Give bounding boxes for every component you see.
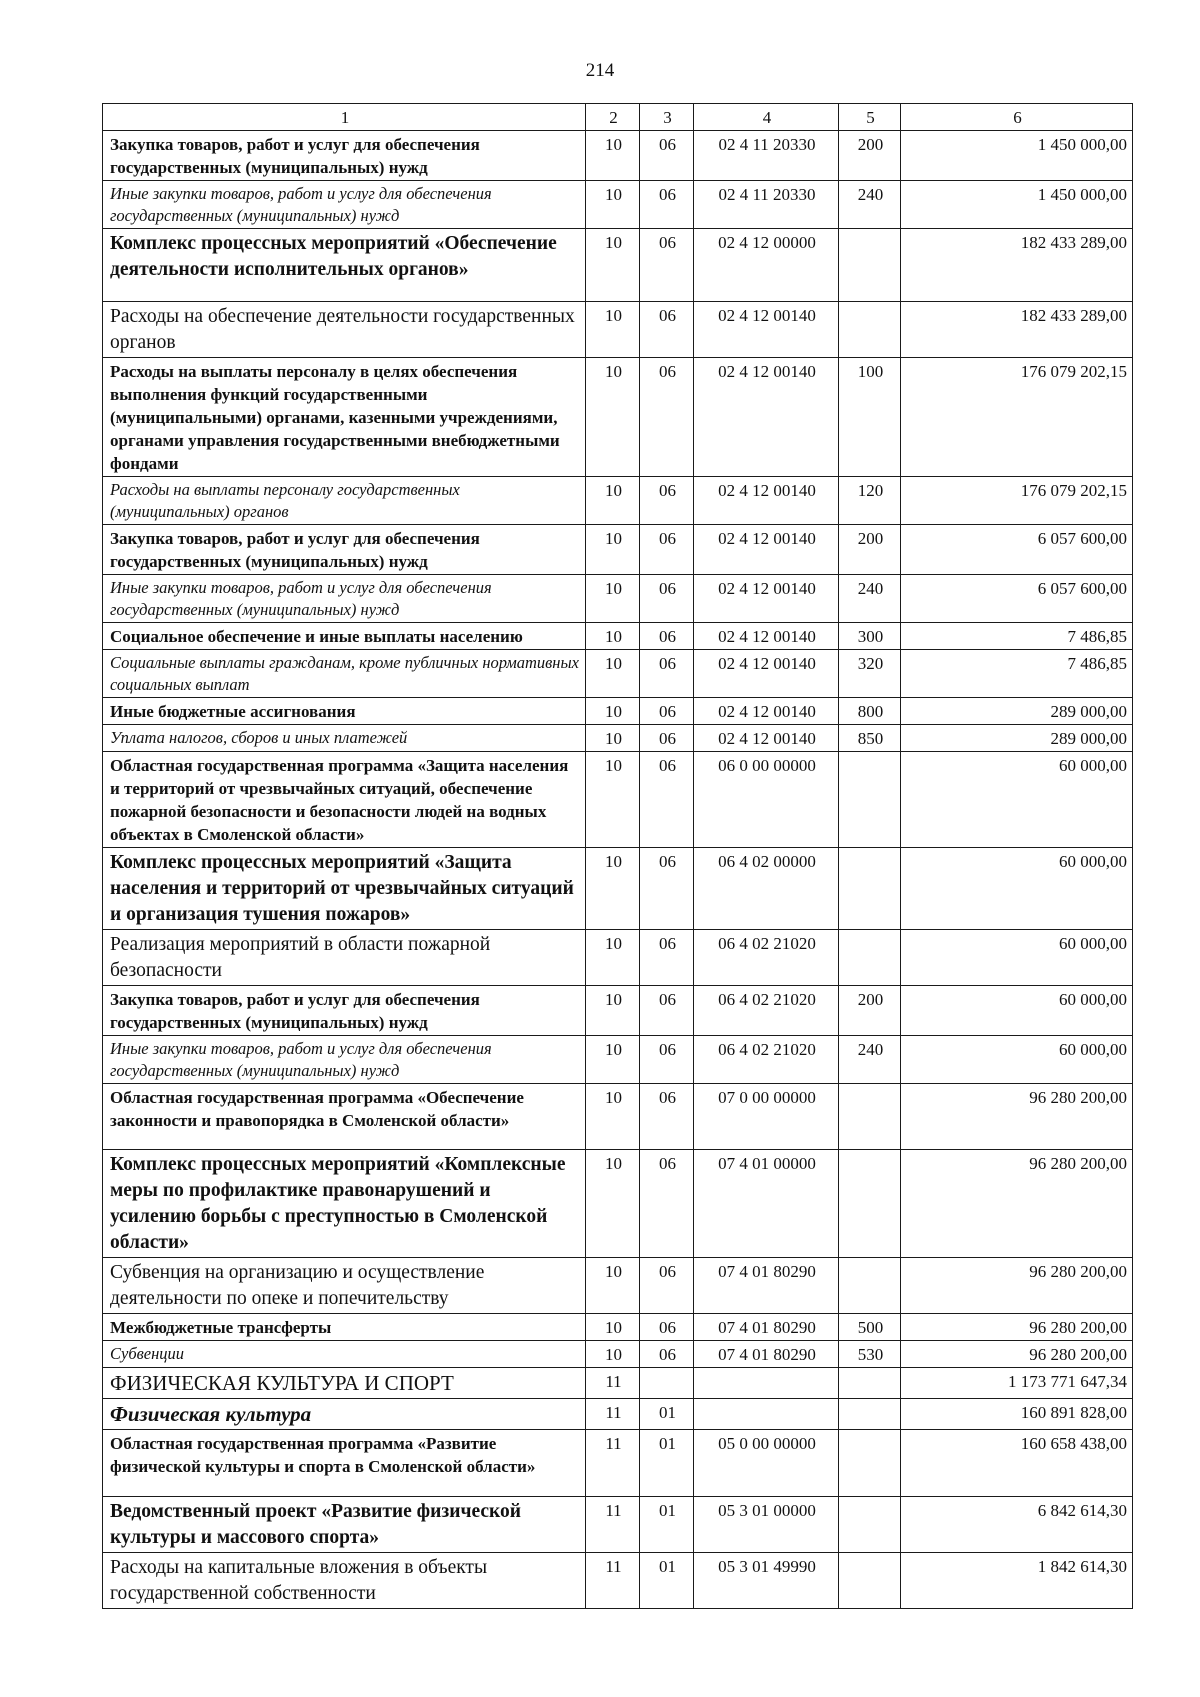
row-target-code: 02 4 12 00140 <box>694 623 839 650</box>
row-amount: 176 079 202,15 <box>901 477 1133 525</box>
row-name: Закупка товаров, работ и услуг для обеспечения государственных (муниципальных) нужд <box>103 986 586 1036</box>
row-target-code: 05 3 01 00000 <box>694 1497 839 1553</box>
row-expense-type: 530 <box>839 1341 901 1368</box>
row-target-code: 02 4 12 00140 <box>694 650 839 698</box>
table-row <box>103 1258 1133 1314</box>
row-target-code: 02 4 12 00140 <box>694 525 839 575</box>
row-expense-type: 200 <box>839 525 901 575</box>
row-subsection: 06 <box>640 575 694 623</box>
row-name: Субвенция на организацию и осуществление деятельности по опеке и попечительству <box>103 1258 586 1314</box>
table-header-row <box>103 104 1133 131</box>
table-row <box>103 302 1133 358</box>
table-row <box>103 358 1133 477</box>
row-amount: 6 057 600,00 <box>901 525 1133 575</box>
row-subsection: 06 <box>640 229 694 302</box>
row-target-code: 02 4 12 00140 <box>694 302 839 358</box>
row-expense-type <box>839 1399 901 1430</box>
table-row <box>103 1341 1133 1368</box>
row-subsection: 06 <box>640 1314 694 1341</box>
row-name: Социальное обеспечение и иные выплаты населению <box>103 623 586 650</box>
row-name: Иные закупки товаров, работ и услуг для обеспечения государственных (муниципальных) нужд <box>103 1036 586 1084</box>
table-row <box>103 229 1133 302</box>
row-target-code: 06 4 02 21020 <box>694 986 839 1036</box>
header-col-6: 6 <box>901 104 1133 131</box>
row-target-code: 07 0 00 00000 <box>694 1084 839 1150</box>
row-amount: 60 000,00 <box>901 752 1133 848</box>
row-amount: 6 842 614,30 <box>901 1497 1133 1553</box>
row-subsection: 06 <box>640 986 694 1036</box>
row-amount: 96 280 200,00 <box>901 1150 1133 1258</box>
row-expense-type <box>839 1430 901 1497</box>
row-amount: 96 280 200,00 <box>901 1314 1133 1341</box>
row-subsection: 06 <box>640 1036 694 1084</box>
row-amount: 7 486,85 <box>901 623 1133 650</box>
row-target-code <box>694 1399 839 1430</box>
row-subsection: 01 <box>640 1497 694 1553</box>
row-name: Комплекс процессных мероприятий «Комплексные меры по профилактике правонарушений и усилению борьбы с преступностью в Смоленской области» <box>103 1150 586 1258</box>
row-target-code: 02 4 11 20330 <box>694 131 839 181</box>
row-subsection: 06 <box>640 358 694 477</box>
row-amount: 7 486,85 <box>901 650 1133 698</box>
row-amount: 96 280 200,00 <box>901 1084 1133 1150</box>
row-target-code: 07 4 01 00000 <box>694 1150 839 1258</box>
row-amount: 160 658 438,00 <box>901 1430 1133 1497</box>
row-expense-type <box>839 1084 901 1150</box>
row-subsection: 06 <box>640 1084 694 1150</box>
row-target-code: 07 4 01 80290 <box>694 1341 839 1368</box>
row-name: Социальные выплаты гражданам, кроме публичных нормативных социальных выплат <box>103 650 586 698</box>
row-expense-type <box>839 302 901 358</box>
row-section: 10 <box>586 986 640 1036</box>
header-col-5: 5 <box>839 104 901 131</box>
row-target-code: 02 4 12 00140 <box>694 477 839 525</box>
row-section: 10 <box>586 575 640 623</box>
row-amount: 96 280 200,00 <box>901 1341 1133 1368</box>
row-expense-type: 500 <box>839 1314 901 1341</box>
row-expense-type <box>839 752 901 848</box>
row-amount: 182 433 289,00 <box>901 302 1133 358</box>
row-name: Субвенции <box>103 1341 586 1368</box>
table-row <box>103 698 1133 725</box>
row-section: 10 <box>586 623 640 650</box>
row-section: 11 <box>586 1553 640 1609</box>
table-row <box>103 848 1133 930</box>
row-expense-type: 200 <box>839 131 901 181</box>
row-subsection: 06 <box>640 930 694 986</box>
row-expense-type: 240 <box>839 1036 901 1084</box>
row-expense-type: 850 <box>839 725 901 752</box>
table-row <box>103 131 1133 181</box>
row-amount: 289 000,00 <box>901 698 1133 725</box>
row-subsection: 06 <box>640 698 694 725</box>
row-name: Закупка товаров, работ и услуг для обеспечения государственных (муниципальных) нужд <box>103 525 586 575</box>
row-section: 10 <box>586 930 640 986</box>
row-section: 10 <box>586 1314 640 1341</box>
table-row <box>103 986 1133 1036</box>
row-subsection: 06 <box>640 725 694 752</box>
row-name: Иные закупки товаров, работ и услуг для обеспечения государственных (муниципальных) нужд <box>103 575 586 623</box>
row-target-code: 02 4 12 00000 <box>694 229 839 302</box>
table-row <box>103 725 1133 752</box>
header-col-2: 2 <box>586 104 640 131</box>
row-name: Областная государственная программа «Защита населения и территорий от чрезвычайных ситуаций, обеспечение пожарной безопасности и безопасности людей на водных объектах в Смоленской области» <box>103 752 586 848</box>
row-target-code: 02 4 12 00140 <box>694 358 839 477</box>
row-name: Расходы на выплаты персоналу государственных (муниципальных) органов <box>103 477 586 525</box>
table-row <box>103 930 1133 986</box>
row-target-code: 02 4 12 00140 <box>694 698 839 725</box>
row-subsection: 06 <box>640 181 694 229</box>
row-section: 10 <box>586 131 640 181</box>
row-section: 10 <box>586 698 640 725</box>
row-section: 10 <box>586 1084 640 1150</box>
row-expense-type: 240 <box>839 575 901 623</box>
row-amount: 60 000,00 <box>901 1036 1133 1084</box>
row-name: ФИЗИЧЕСКАЯ КУЛЬТУРА И СПОРТ <box>103 1368 586 1399</box>
page-number: 214 <box>585 60 615 81</box>
row-name: Физическая культура <box>103 1399 586 1430</box>
row-name: Расходы на обеспечение деятельности государственных органов <box>103 302 586 358</box>
row-subsection: 06 <box>640 1258 694 1314</box>
row-target-code: 02 4 12 00140 <box>694 725 839 752</box>
row-name: Закупка товаров, работ и услуг для обеспечения государственных (муниципальных) нужд <box>103 131 586 181</box>
row-amount: 289 000,00 <box>901 725 1133 752</box>
table-row <box>103 1036 1133 1084</box>
row-amount: 160 891 828,00 <box>901 1399 1133 1430</box>
row-subsection: 01 <box>640 1399 694 1430</box>
row-target-code: 06 4 02 21020 <box>694 1036 839 1084</box>
row-amount: 60 000,00 <box>901 848 1133 930</box>
row-name: Иные закупки товаров, работ и услуг для обеспечения государственных (муниципальных) нужд <box>103 181 586 229</box>
row-name: Уплата налогов, сборов и иных платежей <box>103 725 586 752</box>
row-section: 10 <box>586 229 640 302</box>
table-row <box>103 1368 1133 1399</box>
row-amount: 1 842 614,30 <box>901 1553 1133 1609</box>
table-row <box>103 1314 1133 1341</box>
table-row <box>103 1084 1133 1150</box>
row-name: Расходы на выплаты персоналу в целях обеспечения выполнения функций государственными (муниципальными) органами, казенными учреждениями, органами управления государственными внебюджетными фондами <box>103 358 586 477</box>
row-amount: 96 280 200,00 <box>901 1258 1133 1314</box>
table-row <box>103 1497 1133 1553</box>
row-target-code: 06 4 02 00000 <box>694 848 839 930</box>
row-subsection: 06 <box>640 1150 694 1258</box>
table-row <box>103 181 1133 229</box>
row-target-code <box>694 1368 839 1399</box>
row-expense-type: 320 <box>839 650 901 698</box>
row-section: 10 <box>586 477 640 525</box>
row-expense-type <box>839 930 901 986</box>
row-section: 10 <box>586 525 640 575</box>
row-section: 11 <box>586 1430 640 1497</box>
header-col-4: 4 <box>694 104 839 131</box>
row-target-code: 05 0 00 00000 <box>694 1430 839 1497</box>
row-expense-type: 240 <box>839 181 901 229</box>
row-section: 10 <box>586 358 640 477</box>
table-body <box>103 131 1133 1609</box>
row-expense-type <box>839 1258 901 1314</box>
row-expense-type <box>839 1150 901 1258</box>
row-amount: 176 079 202,15 <box>901 358 1133 477</box>
row-amount: 182 433 289,00 <box>901 229 1133 302</box>
row-section: 10 <box>586 181 640 229</box>
row-subsection: 06 <box>640 131 694 181</box>
row-name: Ведомственный проект «Развитие физической культуры и массового спорта» <box>103 1497 586 1553</box>
header-col-3: 3 <box>640 104 694 131</box>
row-expense-type: 200 <box>839 986 901 1036</box>
row-target-code: 06 4 02 21020 <box>694 930 839 986</box>
row-subsection: 06 <box>640 477 694 525</box>
row-expense-type: 300 <box>839 623 901 650</box>
row-expense-type: 100 <box>839 358 901 477</box>
row-subsection: 06 <box>640 752 694 848</box>
row-expense-type <box>839 229 901 302</box>
row-expense-type: 800 <box>839 698 901 725</box>
row-target-code: 02 4 12 00140 <box>694 575 839 623</box>
row-amount: 1 173 771 647,34 <box>901 1368 1133 1399</box>
table-row <box>103 623 1133 650</box>
row-expense-type: 120 <box>839 477 901 525</box>
header-col-1: 1 <box>103 104 586 131</box>
row-subsection: 06 <box>640 623 694 650</box>
row-amount: 6 057 600,00 <box>901 575 1133 623</box>
row-subsection <box>640 1368 694 1399</box>
row-expense-type <box>839 1497 901 1553</box>
row-section: 11 <box>586 1368 640 1399</box>
row-subsection: 06 <box>640 1341 694 1368</box>
row-target-code: 06 0 00 00000 <box>694 752 839 848</box>
table-row <box>103 525 1133 575</box>
row-section: 10 <box>586 848 640 930</box>
row-name: Расходы на капитальные вложения в объекты государственной собственности <box>103 1553 586 1609</box>
row-expense-type <box>839 1368 901 1399</box>
row-name: Межбюджетные трансферты <box>103 1314 586 1341</box>
row-amount: 60 000,00 <box>901 930 1133 986</box>
row-name: Областная государственная программа «Развитие физической культуры и спорта в Смоленской области» <box>103 1430 586 1497</box>
row-target-code: 02 4 11 20330 <box>694 181 839 229</box>
row-expense-type <box>839 1553 901 1609</box>
row-section: 10 <box>586 1036 640 1084</box>
row-name: Реализация мероприятий в области пожарной безопасности <box>103 930 586 986</box>
table-row <box>103 1150 1133 1258</box>
row-target-code: 07 4 01 80290 <box>694 1314 839 1341</box>
row-subsection: 01 <box>640 1553 694 1609</box>
row-section: 11 <box>586 1399 640 1430</box>
row-name: Областная государственная программа «Обеспечение законности и правопорядка в Смоленской области» <box>103 1084 586 1150</box>
row-amount: 60 000,00 <box>901 986 1133 1036</box>
row-subsection: 06 <box>640 302 694 358</box>
row-amount: 1 450 000,00 <box>901 181 1133 229</box>
table-row <box>103 752 1133 848</box>
row-section: 10 <box>586 752 640 848</box>
row-subsection: 06 <box>640 525 694 575</box>
table-row <box>103 1399 1133 1430</box>
row-section: 11 <box>586 1497 640 1553</box>
table-row <box>103 575 1133 623</box>
row-subsection: 06 <box>640 650 694 698</box>
row-target-code: 05 3 01 49990 <box>694 1553 839 1609</box>
row-section: 10 <box>586 1150 640 1258</box>
row-section: 10 <box>586 1341 640 1368</box>
row-subsection: 06 <box>640 848 694 930</box>
row-amount: 1 450 000,00 <box>901 131 1133 181</box>
row-section: 10 <box>586 725 640 752</box>
table-row <box>103 1430 1133 1497</box>
table-row <box>103 1553 1133 1609</box>
row-name: Иные бюджетные ассигнования <box>103 698 586 725</box>
row-target-code: 07 4 01 80290 <box>694 1258 839 1314</box>
row-section: 10 <box>586 1258 640 1314</box>
row-name: Комплекс процессных мероприятий «Обеспечение деятельности исполнительных органов» <box>103 229 586 302</box>
row-section: 10 <box>586 302 640 358</box>
table-row <box>103 650 1133 698</box>
budget-table <box>102 103 1133 1609</box>
row-name: Комплекс процессных мероприятий «Защита населения и территорий от чрезвычайных ситуаций и организация тушения пожаров» <box>103 848 586 930</box>
row-section: 10 <box>586 650 640 698</box>
table-row <box>103 477 1133 525</box>
row-subsection: 01 <box>640 1430 694 1497</box>
row-expense-type <box>839 848 901 930</box>
